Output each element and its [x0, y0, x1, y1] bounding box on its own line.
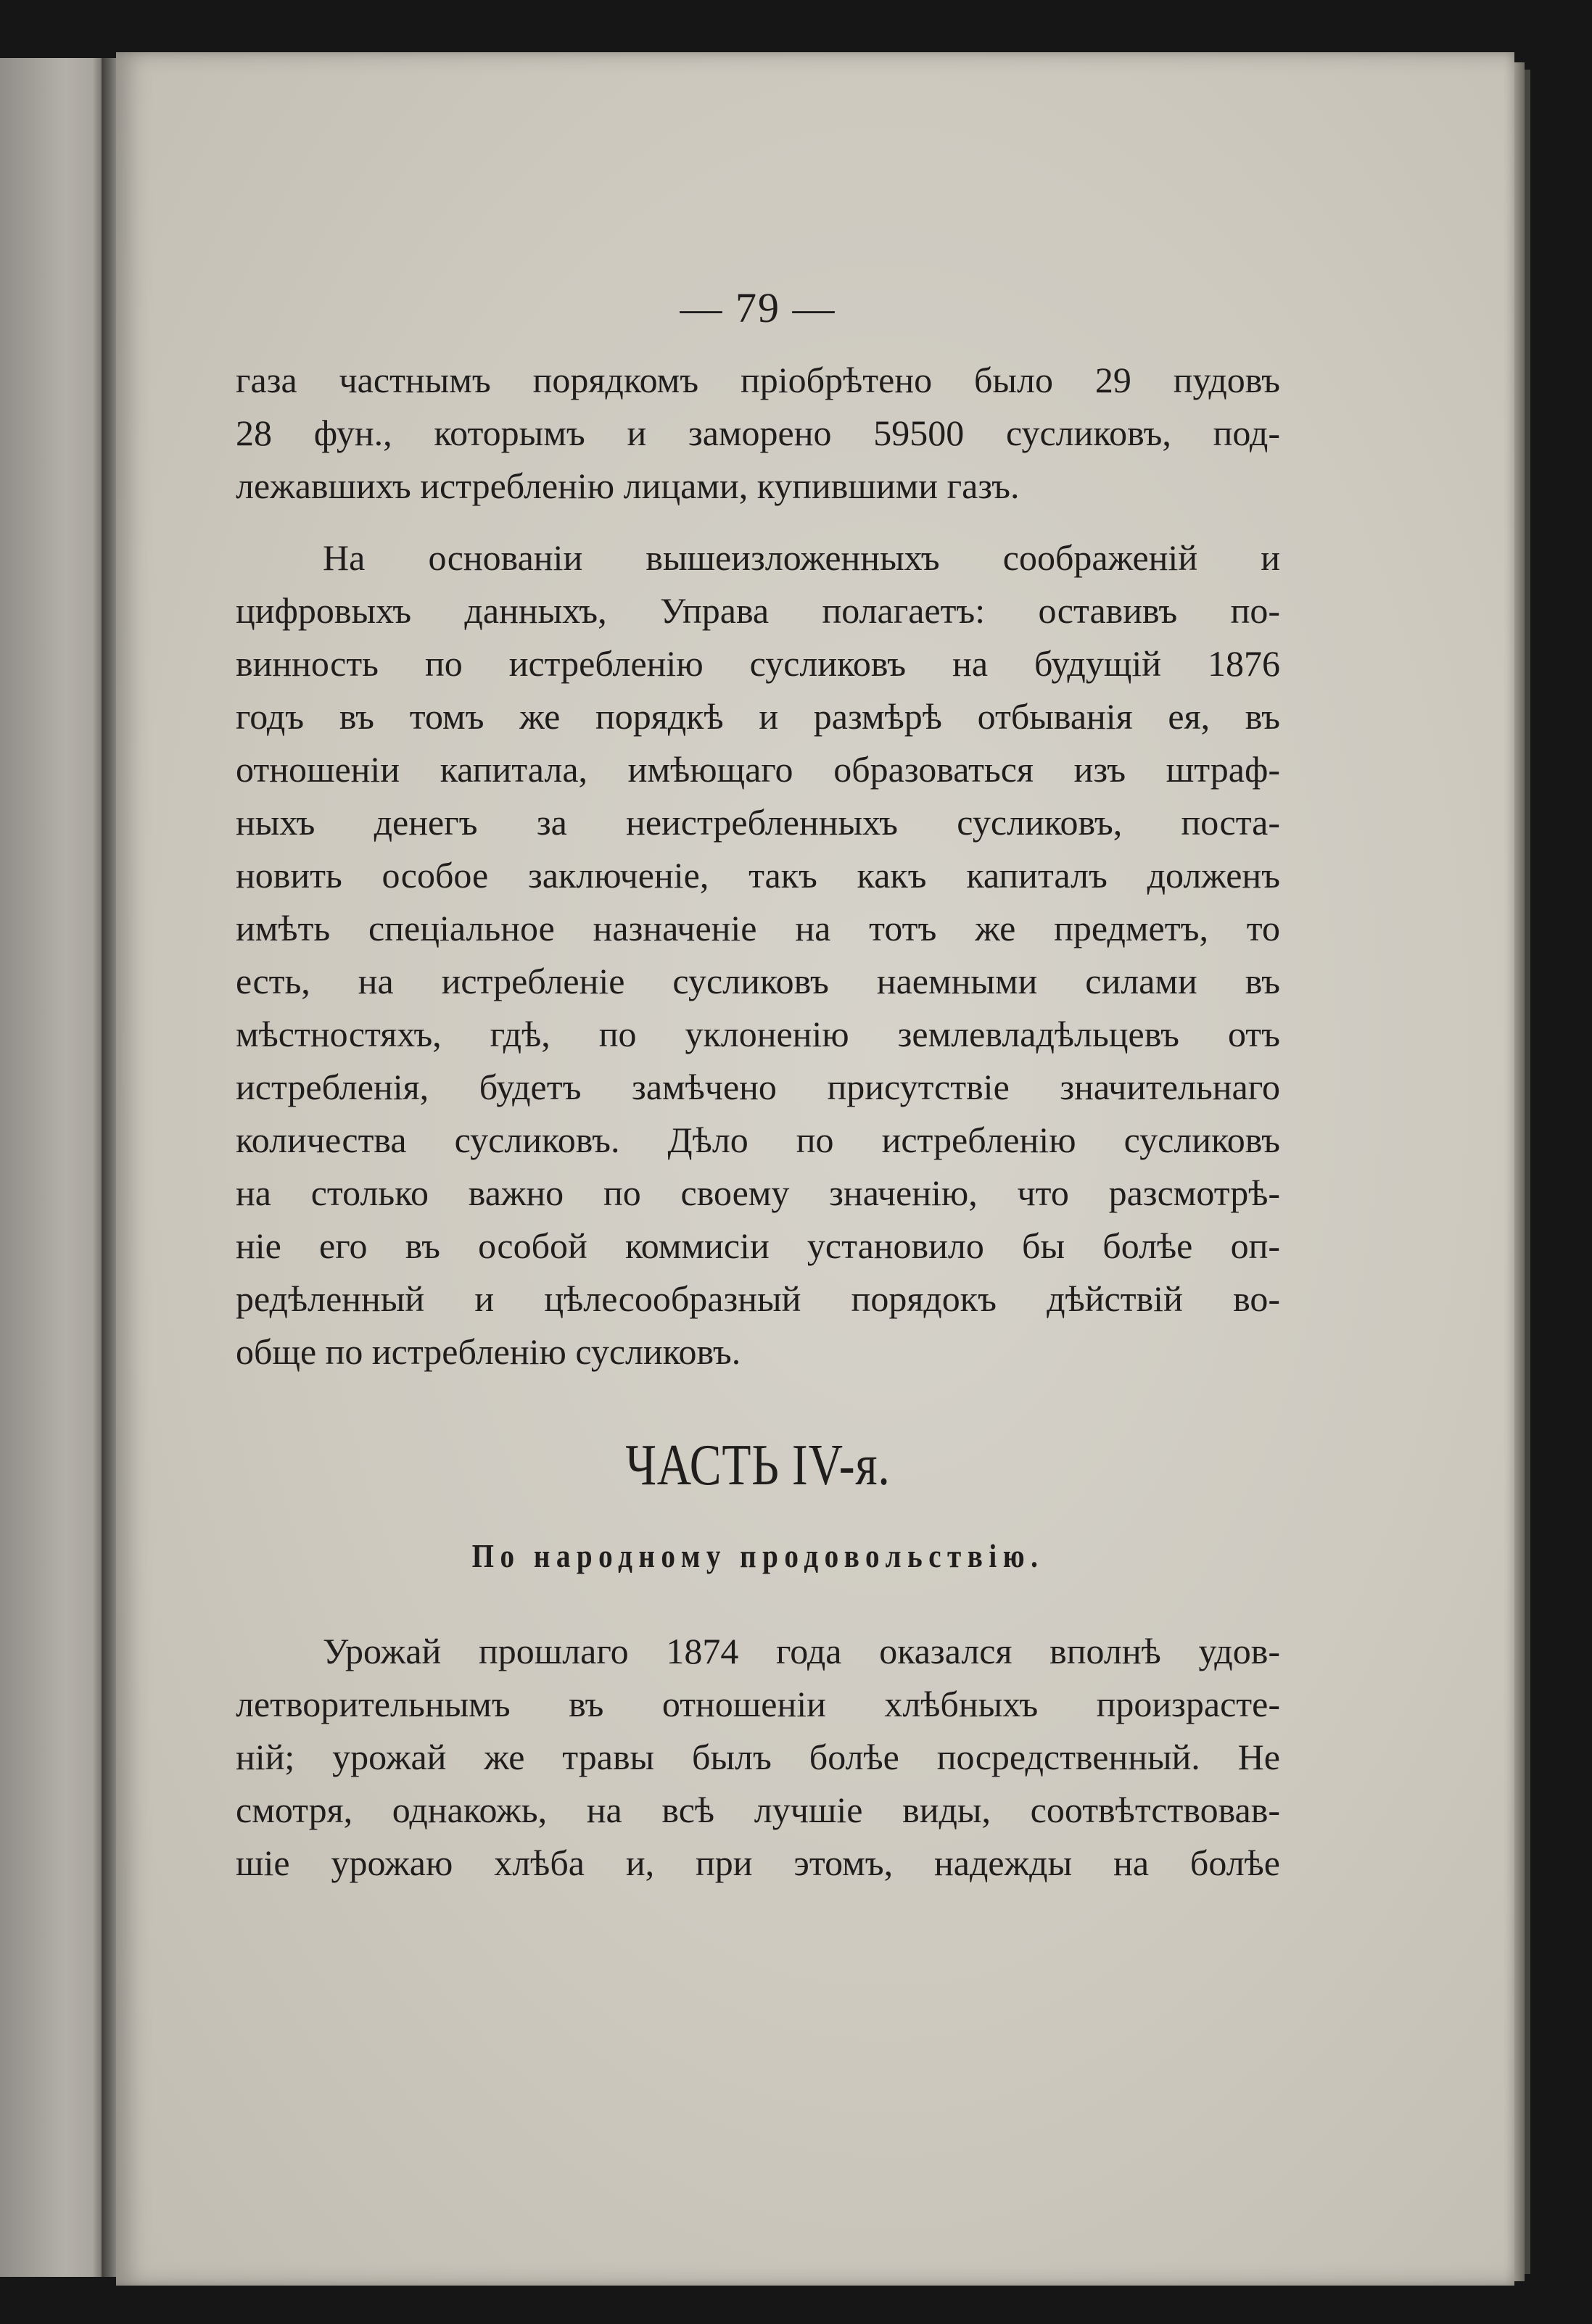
section-subtitle: По народному продовольствію. [471, 1537, 1044, 1574]
text-line: ній; урожай же травы былъ болѣе посредственный. Не [236, 1737, 1280, 1777]
text-line: мѣстностяхъ, гдѣ, по уклоненію землевладѣльцевъ отъ [236, 1014, 1280, 1054]
text-line: на столько важно по своему значенію, что разсмотрѣ- [236, 1173, 1280, 1213]
text-line: отношеніи капитала, имѣющаго образоваться изъ штраф- [236, 749, 1280, 790]
paragraph-1 [236, 354, 1280, 513]
text-line: На основаніи вышеизложенныхъ соображеній и [323, 537, 1280, 578]
text-line: винность по истребленію сусликовъ на будущій 1876 [236, 643, 1280, 684]
text-line: ныхъ денегъ за неистребленныхъ сусликовъ, поста- [236, 802, 1280, 843]
text-line: годъ въ томъ же порядкѣ и размѣрѣ отбыванія ея, въ [236, 696, 1280, 737]
text-line: имѣть спеціальное назначеніе на тотъ же предметъ, то [236, 908, 1280, 948]
text-line: Урожай прошлаго 1874 года оказался вполнѣ удов- [323, 1631, 1280, 1671]
page-edge [1514, 62, 1525, 2281]
text-line: лежавшихъ истребленію лицами, купившими газъ. [236, 466, 1020, 506]
text-line: ніе его въ особой коммисіи установило бы болѣе оп- [236, 1225, 1280, 1266]
page-edge-shadow [1525, 70, 1530, 2274]
text-line: количества сусликовъ. Дѣло по истребленію сусликовъ [236, 1120, 1280, 1160]
page-text [236, 283, 1280, 1890]
text-line: цифровыхъ данныхъ, Управа полагаетъ: оставивъ по- [236, 590, 1280, 631]
section-title: ЧАСТЬ IV-я. [625, 1434, 891, 1497]
left-page-edge [0, 58, 109, 2277]
text-line: редѣленный и цѣлесообразный порядокъ дѣйствій во- [236, 1278, 1280, 1319]
text-line: обще по истребленію сусликовъ. [236, 1331, 741, 1372]
text-line: смотря, однакожь, на всѣ лучшіе виды, соотвѣтствовав- [236, 1790, 1280, 1830]
text-line: истребленія, будетъ замѣчено присутствіе значительнаго [236, 1067, 1280, 1107]
text-line: шіе урожаю хлѣба и, при этомъ, надежды на болѣе [236, 1843, 1280, 1883]
text-line: есть, на истребленіе сусликовъ наемными силами въ [236, 961, 1280, 1001]
text-line: летворительнымъ въ отношеніи хлѣбныхъ произрасте- [236, 1684, 1280, 1724]
paragraph-2 [236, 532, 1280, 1378]
page-number: — 79 — [680, 284, 836, 331]
text-line: новить особое заключеніе, такъ какъ капиталъ долженъ [236, 855, 1280, 896]
text-line: газа частнымъ порядкомъ пріобрѣтено было 29 пудовъ [236, 360, 1280, 400]
paragraph-3 [236, 1625, 1280, 1890]
text-line: 28 фун., которымъ и заморено 59500 сусликовъ, под- [236, 413, 1280, 453]
